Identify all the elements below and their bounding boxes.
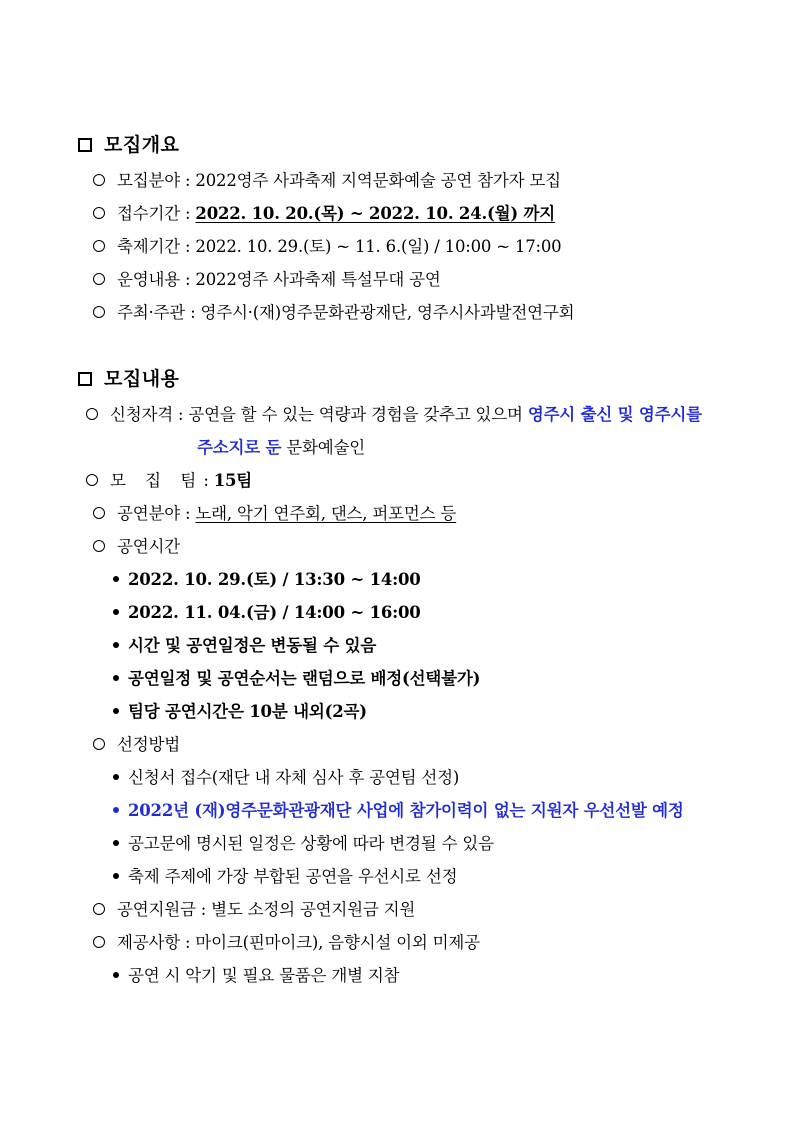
provided-bullet: 공연 시 악기 및 필요 물품은 개별 지참 bbox=[113, 965, 399, 987]
bullet-dot-icon bbox=[113, 642, 119, 648]
bullet-dot-icon bbox=[113, 774, 119, 780]
circle-bullet-icon bbox=[93, 540, 105, 552]
bullet-dot-icon bbox=[113, 840, 119, 846]
bullet-dot-icon bbox=[113, 576, 119, 582]
circle-bullet-icon bbox=[93, 936, 105, 948]
overview-item-period: 접수기간 : 2022. 10. 20.(목) ~ 2022. 10. 24.(월) 까지 bbox=[93, 203, 555, 225]
time-item: 공연시간 bbox=[93, 536, 180, 558]
eligibility-line-2: 주소지로 둔 문화예술인 bbox=[197, 438, 365, 457]
time-bullet: 시간 및 공연일정은 변동될 수 있음 bbox=[113, 635, 376, 657]
overview-item-operation: 운영내용 : 2022영주 사과축제 특설무대 공연 bbox=[93, 269, 441, 291]
section-heading-overview: 모집개요 bbox=[78, 134, 179, 156]
eligibility-line-1: 신청자격 : 공연을 할 수 있는 역량과 경험을 갖추고 있으며 영주시 출신 및 영주시를 bbox=[86, 404, 702, 426]
time-bullet: 공연일정 및 공연순서는 랜덤으로 배정(선택불가) bbox=[113, 668, 480, 690]
bullet-dot-icon bbox=[113, 972, 119, 978]
selection-bullet-highlight: 2022년 (재)영주문화관광재단 사업에 참가이력이 없는 지원자 우선선발 예정 bbox=[113, 800, 684, 822]
circle-bullet-icon bbox=[93, 903, 105, 915]
provided-item: 제공사항 : 마이크(핀마이크), 음향시설 이외 미제공 bbox=[93, 932, 480, 954]
time-bullet: 2022. 10. 29.(토) / 13:30 ~ 14:00 bbox=[113, 569, 421, 591]
time-bullet: 팀당 공연시간은 10분 내외(2곡) bbox=[113, 701, 367, 723]
circle-bullet-icon bbox=[93, 306, 105, 318]
overview-item-host: 주최·주관 : 영주시·(재)영주문화관광재단, 영주시사과발전연구회 bbox=[93, 302, 574, 324]
selection-bullet: 신청서 접수(재단 내 자체 심사 후 공연팀 선정) bbox=[113, 767, 459, 789]
overview-item-field: 모집분야 : 2022영주 사과축제 지역문화예술 공연 참가자 모집 bbox=[93, 170, 561, 192]
bullet-dot-icon bbox=[113, 708, 119, 714]
genre-item: 공연분야 : 노래, 악기 연주회, 댄스, 퍼포먼스 등 bbox=[93, 503, 456, 525]
time-bullet: 2022. 11. 04.(금) / 14:00 ~ 16:00 bbox=[113, 602, 421, 624]
circle-bullet-icon bbox=[93, 207, 105, 219]
circle-bullet-icon bbox=[93, 174, 105, 186]
circle-bullet-icon bbox=[93, 507, 105, 519]
checkbox-square-icon bbox=[78, 372, 92, 386]
bullet-dot-icon bbox=[113, 873, 119, 879]
overview-item-festival: 축제기간 : 2022. 10. 29.(토) ~ 11. 6.(일) / 10:00 ~ 17:00 bbox=[93, 236, 561, 258]
teams-item: 모 집 팀: 15팀 bbox=[86, 470, 252, 492]
bullet-dot-icon bbox=[113, 807, 119, 813]
circle-bullet-icon bbox=[86, 408, 98, 420]
circle-bullet-icon bbox=[86, 474, 98, 486]
selection-bullet: 공고문에 명시된 일정은 상황에 따라 변경될 수 있음 bbox=[113, 833, 494, 855]
section-heading-details: 모집내용 bbox=[78, 368, 179, 390]
checkbox-square-icon bbox=[78, 138, 92, 152]
selection-bullet: 축제 주제에 가장 부합된 공연을 우선시로 선정 bbox=[113, 866, 457, 888]
bullet-dot-icon bbox=[113, 609, 119, 615]
selection-item: 선정방법 bbox=[93, 734, 180, 756]
circle-bullet-icon bbox=[93, 738, 105, 750]
support-item: 공연지원금 : 별도 소정의 공연지원금 지원 bbox=[93, 899, 415, 921]
bullet-dot-icon bbox=[113, 675, 119, 681]
circle-bullet-icon bbox=[93, 273, 105, 285]
circle-bullet-icon bbox=[93, 240, 105, 252]
